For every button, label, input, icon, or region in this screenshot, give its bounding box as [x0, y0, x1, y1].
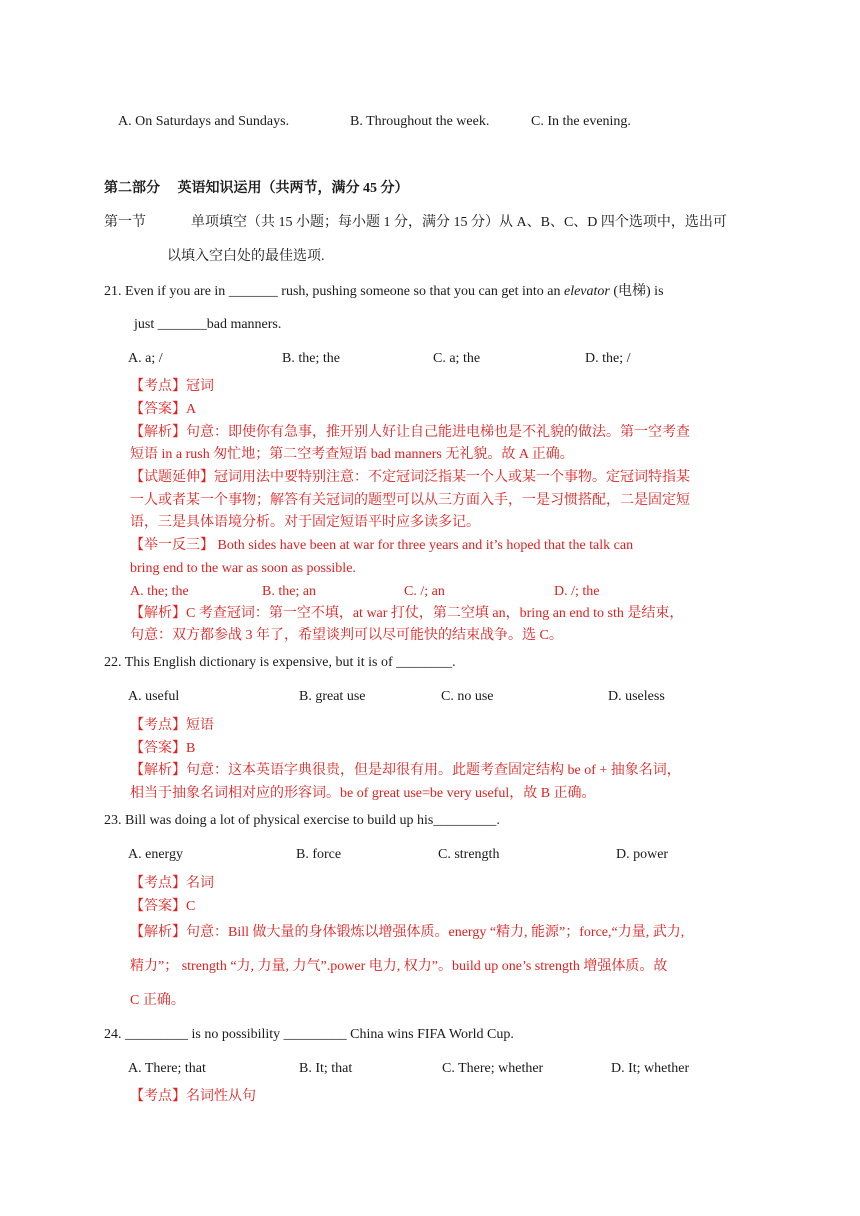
q21-practice-analysis-1: 【解析】C 考查冠词：第一空不填，at war 打仗，第二空填 an，bring an end to sth 是结束， [130, 606, 684, 621]
q23-kaodian: 【考点】名词 [130, 876, 214, 891]
q21-extend-2: 一人或者某一个事物；解答有关冠词的题型可以从三方面入手，一是习惯搭配，二是固定短 [130, 493, 690, 508]
q24-option-c: C. There; whether [442, 1061, 544, 1076]
q21-analysis-1: 【解析】句意：即使你有急事，推开别人好让自己能进电梯也是不礼貌的做法。第一空考查 [130, 425, 690, 440]
section-desc-2: 以填入空白处的最佳选项. [167, 249, 325, 264]
q21-kaodian: 【考点】冠词 [130, 379, 214, 394]
q24-stem: 24. _________ is no possibility _________ China wins FIFA World Cup. [104, 1027, 514, 1042]
q21-practice-option-b: B. the; an [262, 584, 317, 599]
q23-option-a: A. energy [128, 847, 183, 862]
q23-stem: 23. Bill was doing a lot of physical exercise to build up his_________. [104, 813, 500, 828]
q21-practice-option-c: C. /; an [404, 584, 445, 599]
q21-answer: 【答案】A [130, 402, 197, 417]
q22-answer: 【答案】B [130, 741, 196, 756]
q20-option-c: C. In the evening. [531, 114, 631, 129]
section-label: 第一节 [104, 215, 146, 230]
q24-kaodian: 【考点】名词性从句 [130, 1089, 256, 1104]
q22-option-c: C. no use [441, 689, 494, 704]
q23-option-d: D. power [616, 847, 669, 862]
q23-option-b: B. force [296, 847, 342, 862]
q22-option-a: A. useful [128, 689, 180, 704]
q24-option-d: D. It; whether [611, 1061, 690, 1076]
q22-option-b: B. great use [299, 689, 366, 704]
q21-analysis-2: 短语 in a rush 匆忙地；第二空考查短语 bad manners 无礼貌。故 A 正确。 [130, 447, 574, 462]
q20-option-a: A. On Saturdays and Sundays. [118, 114, 290, 129]
part2-title: 第二部分 英语知识运用（共两节，满分 45 分） [104, 181, 409, 196]
q21-option-a: A. a; / [128, 351, 163, 366]
q21-practice-analysis-2: 句意：双方都参战 3 年了，希望谈判可以尽可能快的结束战争。选 C。 [130, 628, 563, 643]
q21-practice-option-d: D. /; the [554, 584, 600, 599]
q23-answer: 【答案】C [130, 899, 196, 914]
q22-stem: 22. This English dictionary is expensive, but it is of ________. [104, 655, 456, 670]
q24-option-a: A. There; that [128, 1061, 206, 1076]
q22-analysis-2: 相当于抽象名词相对应的形容词。be of great use=be very useful，故 B 正确。 [130, 786, 596, 801]
q23-option-c: C. strength [438, 847, 500, 862]
q22-option-d: D. useless [608, 689, 665, 704]
q22-analysis-1: 【解析】句意：这本英语字典很贵，但是却很有用。此题考查固定结构 be of + 抽象名词， [130, 763, 681, 778]
q21-stem-line2: just _______bad manners. [134, 317, 282, 332]
q20-option-b: B. Throughout the week. [350, 114, 490, 129]
q21-option-c: C. a; the [433, 351, 481, 366]
q21-practice-2: bring end to the war as soon as possible. [130, 561, 356, 576]
section-desc: 单项填空（共 15 小题；每小题 1 分，满分 15 分）从 A、B、C、D 四个选项中，选出可 [191, 215, 727, 230]
q21-practice-option-a: A. the; the [130, 584, 189, 599]
q21-extend-1: 【试题延伸】冠词用法中要特别注意：不定冠词泛指某一个人或某一个事物。定冠词特指某 [130, 470, 690, 485]
q24-option-b: B. It; that [299, 1061, 353, 1076]
q22-kaodian: 【考点】短语 [130, 718, 214, 733]
q21-stem-line1: 21. Even if you are in _______ rush, pushing someone so that you can get into an elevator (电梯) is [104, 284, 664, 299]
q21-option-d: D. the; / [585, 351, 631, 366]
q21-practice-1: 【举一反三】 Both sides have been at war for three years and it’s hoped that the talk can [130, 538, 634, 553]
q21-extend-3: 语，三是具体语境分析。对于固定短语平时应多读多记。 [130, 515, 480, 530]
q21-option-b: B. the; the [282, 351, 340, 366]
q23-analysis-2: 精力”； strength “力, 力量, 力气”.power 电力, 权力”。build up one’s strength 增强体质。故 [130, 959, 668, 974]
q23-analysis-1: 【解析】句意：Bill 做大量的身体锻炼以增强体质。energy “精力, 能源”；force,“力量, 武力, [130, 925, 685, 940]
q23-analysis-3: C 正确。 [130, 993, 185, 1008]
